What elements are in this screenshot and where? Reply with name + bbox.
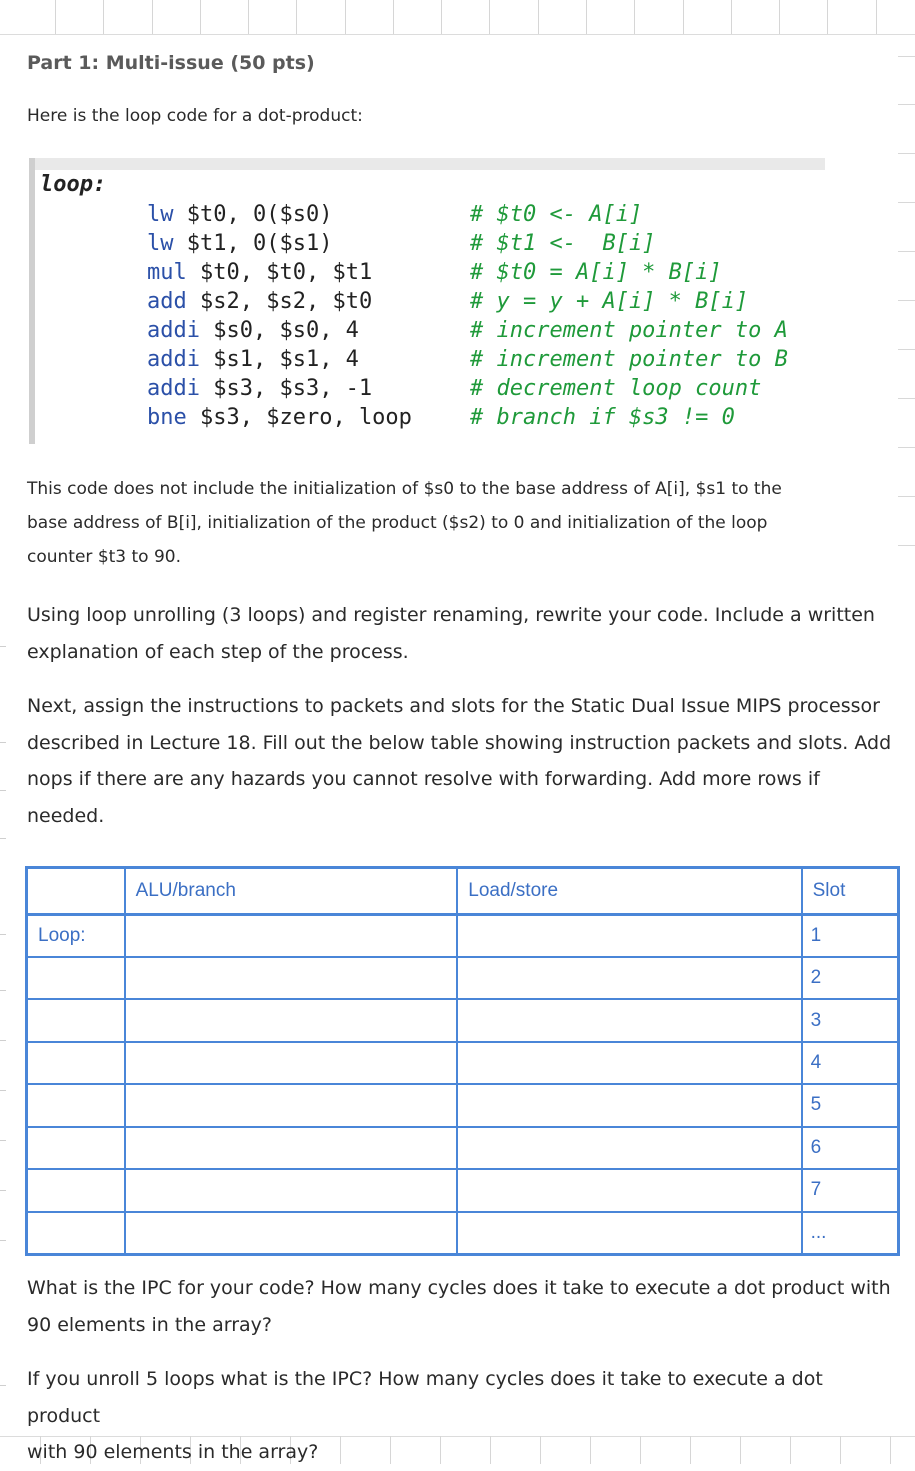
table-row xyxy=(27,999,899,1041)
load-store-cell[interactable] xyxy=(457,1084,801,1126)
ruler-tick xyxy=(152,0,153,34)
code-line xyxy=(147,200,332,229)
init-note-line: counter $t3 to 90. xyxy=(27,547,182,567)
code-opcode: bne xyxy=(147,405,187,430)
ruler-tick xyxy=(538,0,539,34)
margin-mark xyxy=(0,742,6,743)
label-cell[interactable] xyxy=(27,1169,125,1211)
ruler-tick xyxy=(441,0,442,34)
loop-label-cell: Loop: xyxy=(27,914,125,957)
ruler-tick xyxy=(200,0,201,34)
code-args: $s0, $s0, 4 xyxy=(213,318,359,343)
load-store-cell[interactable] xyxy=(457,1127,801,1169)
ruler-tick xyxy=(55,0,56,34)
task-packets xyxy=(27,688,897,834)
load-store-cell[interactable] xyxy=(457,957,801,999)
init-note-line: base address of B[i], initialization of the product ($s2) to 0 and initialization of the loop xyxy=(27,513,768,533)
table-row xyxy=(27,1212,899,1255)
margin-mark xyxy=(898,300,915,301)
alu-branch-cell[interactable] xyxy=(125,999,458,1041)
margin-mark xyxy=(0,790,6,791)
code-comment: # y = y + A[i] * B[i] xyxy=(470,289,749,314)
label-cell[interactable] xyxy=(27,1042,125,1084)
margin-mark xyxy=(0,990,6,991)
code-comment: # $t0 <- A[i] xyxy=(470,202,643,227)
code-loop-label: loop: xyxy=(40,172,107,197)
margin-mark xyxy=(0,1040,6,1041)
ruler-tick xyxy=(345,0,346,34)
code-line xyxy=(147,229,332,258)
alu-branch-cell[interactable] xyxy=(125,1127,458,1169)
init-note-line: This code does not include the initialization of $s0 to the base address of A[i], $s1 to the xyxy=(27,479,782,499)
alu-branch-cell[interactable] xyxy=(125,914,458,957)
alu-branch-cell[interactable] xyxy=(125,1212,458,1255)
code-line xyxy=(147,287,372,316)
margin-mark xyxy=(898,545,915,546)
code-opcode: addi xyxy=(147,347,200,372)
slot-number: 4 xyxy=(802,1042,899,1084)
label-cell[interactable] xyxy=(27,999,125,1041)
header-alu-branch: ALU/branch xyxy=(125,868,458,915)
code-comment: # $t1 <- B[i] xyxy=(470,231,656,256)
task-unrolling-line: explanation of each step of the process. xyxy=(27,640,409,663)
load-store-cell[interactable] xyxy=(457,1042,801,1084)
margin-mark xyxy=(0,646,6,647)
slot-number: ... xyxy=(802,1212,899,1255)
page-top-rule xyxy=(0,0,915,35)
code-block-header-bar xyxy=(35,158,825,170)
slot-number: 5 xyxy=(802,1084,899,1126)
label-cell[interactable] xyxy=(27,1084,125,1126)
ruler-tick xyxy=(489,0,490,34)
margin-mark xyxy=(0,1190,6,1191)
margin-mark xyxy=(0,838,6,839)
table-row xyxy=(27,1084,899,1126)
task-packets-line: nops if there are any hazards you cannot resolve with forwarding. Add more rows if xyxy=(27,768,820,790)
slot-number: 7 xyxy=(802,1169,899,1211)
question-ipc-5 xyxy=(27,1361,897,1471)
question-line: 90 elements in the array? xyxy=(27,1313,272,1336)
alu-branch-cell[interactable] xyxy=(125,1084,458,1126)
code-args: $s2, $s2, $t0 xyxy=(200,289,373,314)
ruler-tick xyxy=(296,0,297,34)
code-line xyxy=(147,403,412,432)
slot-number: 1 xyxy=(802,914,899,957)
ruler-tick xyxy=(683,0,684,34)
code-comment: # increment pointer to A xyxy=(470,318,788,343)
code-args: $t0, $t0, $t1 xyxy=(200,260,373,285)
ruler-tick xyxy=(248,0,249,34)
ruler-tick xyxy=(827,0,828,34)
ruler-tick xyxy=(393,0,394,34)
alu-branch-cell[interactable] xyxy=(125,1042,458,1084)
code-opcode: lw xyxy=(147,202,174,227)
alu-branch-cell[interactable] xyxy=(125,1169,458,1211)
margin-mark xyxy=(898,56,915,57)
code-args: $s3, $s3, -1 xyxy=(213,376,373,401)
header-cell-label xyxy=(27,868,125,915)
ruler-tick xyxy=(103,0,104,34)
question-line: What is the IPC for your code? How many cycles does it take to execute a dot product with xyxy=(27,1277,891,1299)
code-opcode: addi xyxy=(147,318,200,343)
alu-branch-cell[interactable] xyxy=(125,957,458,999)
code-comment: # $t0 = A[i] * B[i] xyxy=(470,260,722,285)
task-packets-line: described in Lecture 18. Fill out the below table showing instruction packets and slots. Add xyxy=(27,731,892,754)
margin-mark xyxy=(898,251,915,252)
intro-text: Here is the loop code for a dot-product: xyxy=(27,106,363,126)
label-cell[interactable] xyxy=(27,1127,125,1169)
margin-mark xyxy=(0,1140,6,1141)
task-unrolling xyxy=(27,597,897,670)
code-args: $s1, $s1, 4 xyxy=(213,347,359,372)
question-ipc-3 xyxy=(27,1270,897,1343)
ruler-tick xyxy=(779,0,780,34)
margin-mark xyxy=(898,398,915,399)
table-header-row xyxy=(27,868,899,915)
init-note xyxy=(27,472,807,574)
code-comment: # branch if $s3 != 0 xyxy=(470,405,735,430)
question-line: with 90 elements in the array? xyxy=(27,1441,319,1463)
task-packets-line: Next, assign the instructions to packets and slots for the Static Dual Issue MIPS processor xyxy=(27,695,880,717)
margin-mark xyxy=(0,1240,6,1241)
margin-mark xyxy=(0,1385,6,1386)
ruler-tick xyxy=(731,0,732,34)
code-opcode: addi xyxy=(147,376,200,401)
slot-number: 2 xyxy=(802,957,899,999)
margin-mark xyxy=(0,934,6,935)
table-row xyxy=(27,1042,899,1084)
label-cell[interactable] xyxy=(27,957,125,999)
code-comment: # increment pointer to B xyxy=(470,347,788,372)
code-opcode: add xyxy=(147,289,187,314)
ruler-tick xyxy=(876,0,877,34)
code-args: $t0, 0($s0) xyxy=(186,202,333,227)
task-packets-line: needed. xyxy=(27,804,105,827)
margin-mark xyxy=(898,496,915,497)
code-args: $s3, $zero, loop xyxy=(200,405,412,430)
task-unrolling-line: Using loop unrolling (3 loops) and register renaming, rewrite your code. Include a written xyxy=(27,604,875,626)
slot-number: 3 xyxy=(802,999,899,1041)
code-comment: # decrement loop count xyxy=(470,376,762,401)
load-store-cell[interactable] xyxy=(457,1212,801,1255)
header-slot: Slot xyxy=(802,868,899,915)
code-line xyxy=(147,316,359,345)
margin-mark xyxy=(898,104,915,105)
table-row xyxy=(27,957,899,999)
load-store-cell[interactable] xyxy=(457,1169,801,1211)
margin-mark xyxy=(898,202,915,203)
code-line xyxy=(147,345,359,374)
code-args: $t1, 0($s1) xyxy=(186,231,333,256)
margin-mark xyxy=(898,153,915,154)
table-row xyxy=(27,914,899,957)
margin-mark xyxy=(0,1090,6,1091)
code-opcode: lw xyxy=(147,231,174,256)
question-line: If you unroll 5 loops what is the IPC? How many cycles does it take to execute a dot product xyxy=(27,1368,823,1427)
code-opcode: mul xyxy=(147,260,187,285)
ruler-tick xyxy=(586,0,587,34)
load-store-cell[interactable] xyxy=(457,914,801,957)
code-line xyxy=(147,258,372,287)
slot-number: 6 xyxy=(802,1127,899,1169)
margin-mark xyxy=(898,349,915,350)
ruler-tick xyxy=(634,0,635,34)
header-load-store: Load/store xyxy=(457,868,801,915)
section-heading: Part 1: Multi-issue (50 pts) xyxy=(27,52,315,74)
table-row xyxy=(27,1127,899,1169)
table-row xyxy=(27,1169,899,1211)
load-store-cell[interactable] xyxy=(457,999,801,1041)
code-line xyxy=(147,374,372,403)
label-cell[interactable] xyxy=(27,1212,125,1255)
issue-slot-table xyxy=(25,866,900,1256)
margin-mark xyxy=(898,447,915,448)
